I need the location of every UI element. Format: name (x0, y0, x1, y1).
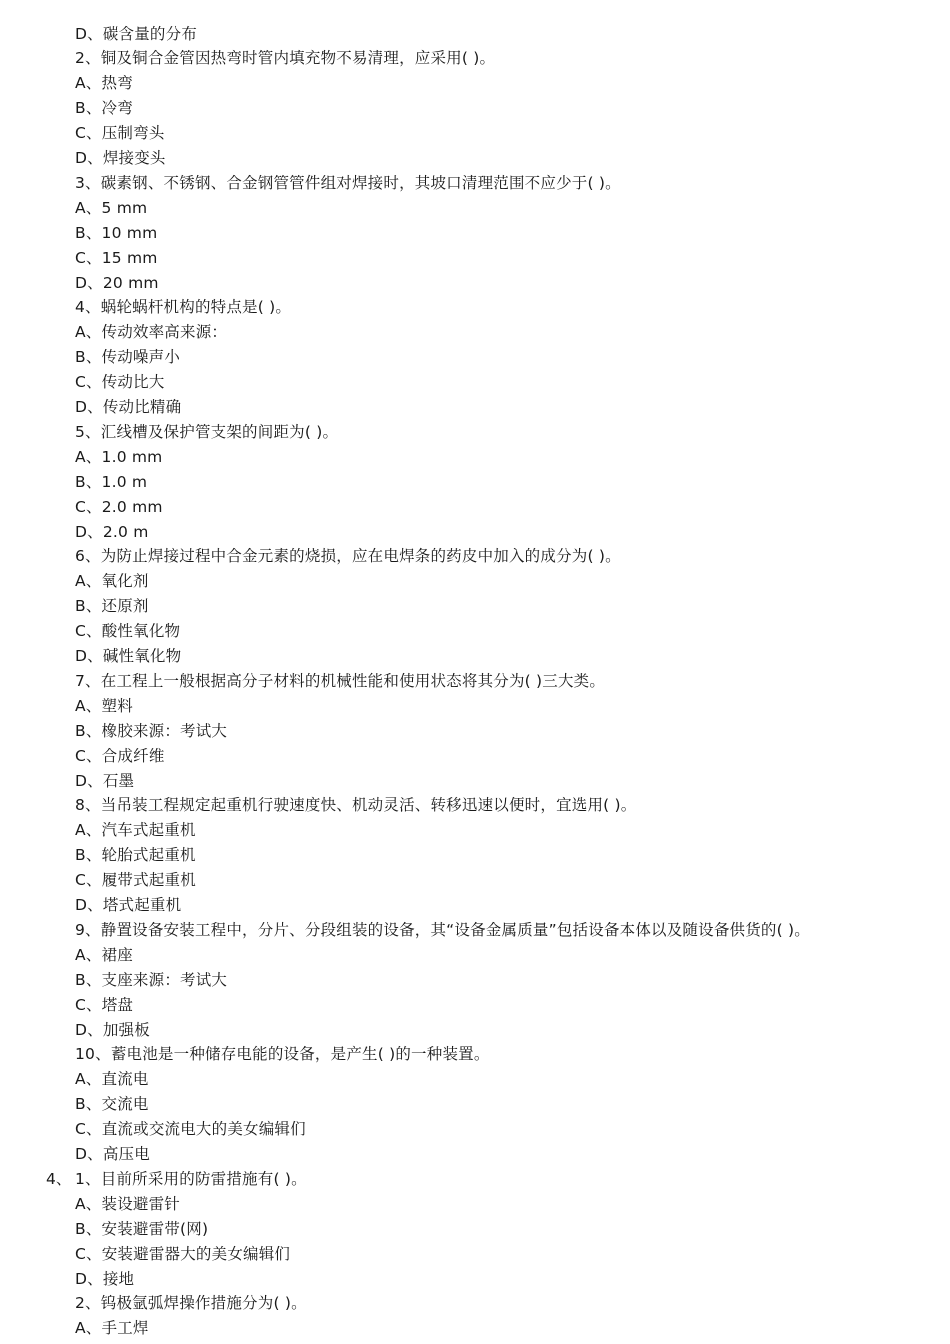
document-line: B、交流电 (75, 1095, 149, 1114)
document-line: A、手工焊 (75, 1319, 149, 1338)
document-line: 9、静置设备安装工程中，分片、分段组装的设备，其“设备金属质量”包括设备本体以及随设备供货的( )。 (75, 920, 810, 939)
document-line: D、石墨 (75, 771, 135, 790)
document-line: D、焊接变头 (75, 149, 166, 167)
document-line: D、塔式起重机 (75, 896, 182, 914)
document-line: B、安装避雷带(网) (75, 1219, 209, 1238)
document-line: 2、钨极氩弧焊操作措施分为( )。 (75, 1294, 307, 1313)
document-line: A、氧化剂 (75, 572, 149, 591)
document-line: D、20 mm (75, 273, 159, 292)
document-line: D、接地 (75, 1269, 135, 1288)
document-line: D、2.0 m (75, 522, 149, 541)
document-line: C、酸性氧化物 (75, 622, 181, 641)
document-line: A、汽车式起重机 (75, 821, 196, 840)
document-line: 2、铜及铜合金管因热弯时管内填充物不易清理，应采用( )。 (75, 49, 496, 68)
document-line: A、塑料 (75, 696, 133, 715)
document-line: B、10 mm (75, 223, 158, 242)
document-line: A、传动效率高来源： (75, 323, 228, 342)
document-line: C、安装避雷器大的美女编辑们 (75, 1244, 291, 1263)
document-line: D、高压电 (75, 1145, 150, 1163)
document-line: A、裙座 (75, 945, 133, 964)
document-line: C、直流或交流电大的美女编辑们 (75, 1120, 306, 1139)
document-line: D、碳含量的分布 (75, 24, 198, 43)
document-line: 10、蓄电池是一种储存电能的设备，是产生( )的一种装置。 (75, 1045, 490, 1064)
document-line: 8、当吊装工程规定起重机行驶速度快、机动灵活、转移迅速以便时，宜选用( )。 (75, 796, 637, 815)
document-line: A、5 mm (75, 198, 148, 217)
document-line: C、履带式起重机 (75, 871, 196, 890)
document-line: A、直流电 (75, 1070, 149, 1089)
document-line: B、冷弯 (75, 99, 133, 118)
document-line: B、还原剂 (75, 597, 149, 616)
document-line: A、热弯 (75, 74, 133, 93)
document-line: C、15 mm (75, 248, 158, 267)
document-line: 5、汇线槽及保护管支架的间距为( )。 (75, 422, 339, 441)
document-line: C、合成纤维 (75, 746, 165, 765)
document-line: D、加强板 (75, 1020, 150, 1039)
document-line: B、轮胎式起重机 (75, 846, 196, 865)
document-line: D、传动比精确 (75, 398, 182, 416)
document-line: 1、目前所采用的防雷措施有( )。 (75, 1169, 307, 1188)
document-line: 6、为防止焊接过程中合金元素的烧损，应在电焊条的药皮中加入的成分为( )。 (75, 547, 621, 566)
section-number: 4、 (46, 1169, 72, 1188)
document-line: C、压制弯头 (75, 124, 165, 143)
document-line: 3、碳素钢、不锈钢、合金钢管管件组对焊接时，其坡口清理范围不应少于( )。 (75, 173, 621, 192)
document-line: A、1.0 mm (75, 447, 163, 466)
document-line: B、传动噪声小 (75, 348, 181, 367)
document-line: 4、蜗轮蜗杆机构的特点是( )。 (75, 298, 292, 317)
document-line: 7、在工程上一般根据高分子材料的机械性能和使用状态将其分为( )三大类。 (75, 671, 606, 690)
document-line: A、装设避雷针 (75, 1194, 181, 1213)
document-line: C、塔盘 (75, 995, 134, 1014)
document-line: B、1.0 m (75, 472, 148, 491)
document-line: C、2.0 mm (75, 497, 163, 516)
document-line: B、支座来源：考试大 (75, 970, 228, 989)
document-line: D、碱性氧化物 (75, 647, 182, 665)
document-line: C、传动比大 (75, 373, 165, 392)
document-line: B、橡胶来源：考试大 (75, 721, 228, 740)
